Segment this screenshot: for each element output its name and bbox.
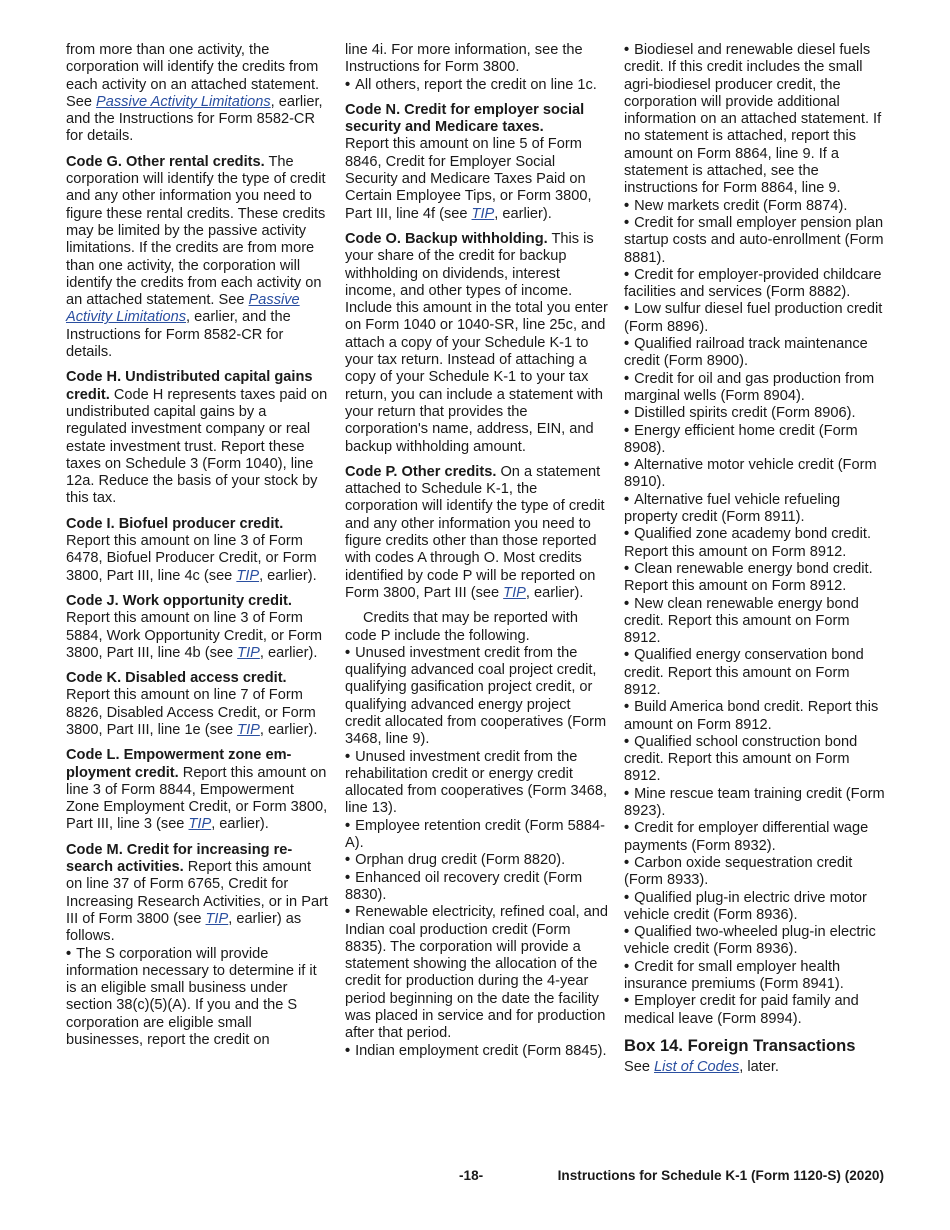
list-item: • Qualified plug-in electric drive motor vehicle credit (Form 8936). bbox=[624, 890, 890, 925]
tip-link[interactable]: TIP bbox=[205, 910, 229, 927]
tip-link[interactable]: TIP bbox=[236, 567, 260, 584]
list-of-codes-link[interactable]: List of Codes bbox=[654, 1058, 740, 1075]
list-item: • Qualified zone academy bond credit. Report this amount on Form 8912. bbox=[624, 526, 890, 561]
list-item: • Distilled spirits credit (Form 8906). bbox=[624, 405, 890, 422]
code-o-paragraph: Code O. Backup withholding. This is your share of the credit for backup withholding on dividends, interest income, and other types of income. Include this amount in the total you enter on Form 1040 or 1040-SR, line 25c, and attach a copy of your Schedule K-1 to your tax return. Instead of attaching a copy of your Schedule K-1 to your tax return, you can include a statement with your return that provides the corporation's name, address, EIN, and backup withholding amount. bbox=[345, 230, 608, 455]
list-item: • Unused investment credit from the qualifying advanced coal project credit, qualifying gasification project credit, or qualifying advanced energy project credit allocated from cooperatives (Form 3468, line 9). bbox=[345, 645, 609, 749]
list-item: • Biodiesel and renewable diesel fuels credit. If this credit includes the small agri-biodiesel producer credit, the corporation will provide additional information on an attached statement. If no statement is attached, report this amount on Form 8864, line 9. If a statement is attached, see the instructions for Form 8864, line 9. bbox=[624, 42, 890, 198]
tip-link[interactable]: TIP bbox=[503, 584, 526, 601]
list-item: • Energy efficient home credit (Form 8908). bbox=[624, 423, 890, 458]
tip-link[interactable]: TIP bbox=[188, 816, 212, 833]
code-o-heading: Code O. Backup withholding. bbox=[345, 230, 548, 247]
code-l-paragraph: Code L. Empowerment zone em-ployment credit. Report this amount on line 3 of Form 8844, Empowerment Zone Employment Credit, or Form 3800, Part III, line 3 (see TIP, earlier). bbox=[66, 747, 328, 833]
code-h-paragraph: Code H. Undistributed capital gains credit. Code H represents taxes paid on undistributed capital gains by a regulated investment company or real estate investment trust. Report these taxes on Schedule 3 (Form 1040), line 12a. Reduce the basis of your stock by this tax. bbox=[66, 369, 328, 507]
code-p-paragraph: Code P. Other credits. On a statement attached to Schedule K-1, the corporation will identify the type of credit and any other information you need to figure credits other than those reported with codes A through O. Most credits identified by code P will be reported on Form 3800, Part III (see TIP, earlier). bbox=[345, 463, 605, 601]
code-m-paragraph: Code M. Credit for increasing re-search activities. Report this amount on line 37 of Form 6765, Credit for Increasing Research Activities, or in Part III of Form 3800 (see TIP, earlier) as follows. bbox=[66, 841, 328, 945]
passive-activity-limitations-link[interactable]: Passive Activity Limitations bbox=[66, 292, 300, 326]
code-n-paragraph: Code N. Credit for employer social security and Medicare taxes. Report this amount on line 5 of Form 8846, Credit for Employer Social Security and Medicare Taxes Paid on Certain Employee Tips, or Form 3800, Part III, line 4f (see TIP, earlier). bbox=[345, 101, 592, 222]
list-item: • Employer credit for paid family and medical leave (Form 8994). bbox=[624, 993, 890, 1028]
tip-link[interactable]: TIP bbox=[471, 205, 495, 222]
box-14-heading: Box 14. Foreign Transactions bbox=[624, 1035, 856, 1055]
list-item: • Credit for employer differential wage payments (Form 8932). bbox=[624, 820, 890, 855]
list-item: • Qualified railroad track maintenance credit (Form 8900). bbox=[624, 336, 890, 371]
list-item: • Clean renewable energy bond credit. Report this amount on Form 8912. bbox=[624, 561, 890, 596]
code-m-heading: Code M. Credit for increasing re-search activities. bbox=[66, 841, 293, 876]
passive-activity-limitations-link[interactable]: Passive Activity Limitations bbox=[96, 93, 271, 110]
code-k-heading: Code K. Disabled access credit. bbox=[66, 670, 287, 687]
list-item: • New clean renewable energy bond credit. Report this amount on Form 8912. bbox=[624, 596, 890, 648]
tip-link[interactable]: TIP bbox=[237, 721, 260, 738]
list-item: • All others, report the credit on line 1c. bbox=[345, 77, 609, 94]
code-l-heading: Code L. Empowerment zone em-ployment credit. bbox=[66, 747, 292, 781]
page-number: -18- bbox=[459, 1168, 484, 1183]
list-item: • Mine rescue team training credit (Form 8923). bbox=[624, 786, 890, 821]
column-1 bbox=[66, 42, 328, 1049]
code-k-paragraph: Code K. Disabled access credit. Report this amount on line 7 of Form 8826, Disabled Access Credit, or Form 3800, Part III, line 1e (see TIP, earlier). bbox=[66, 670, 318, 738]
list-item: • Qualified school construction bond credit. Report this amount on Form 8912. bbox=[624, 734, 890, 786]
list-item: • Credit for employer-provided childcare facilities and services (Form 8882). bbox=[624, 267, 890, 302]
box-14-paragraph: See List of Codes, later. bbox=[624, 1058, 779, 1075]
list-item: • Credit for small employer health insurance premiums (Form 8941). bbox=[624, 959, 890, 994]
list-item: • Unused investment credit from the rehabilitation credit or energy credit allocated from cooperatives (Form 3468, line 13). bbox=[345, 749, 609, 818]
list-item: • Orphan drug credit (Form 8820). bbox=[345, 852, 609, 869]
list-item: • Renewable electricity, refined coal, and Indian coal production credit (Form 8835). The corporation will provide a statement showing the allocation of the credit for production during the 4-year period beginning on the date the facility was placed in service and for production after that period. bbox=[345, 904, 609, 1042]
code-i-heading: Code I. Biofuel producer credit. bbox=[66, 515, 284, 532]
list-item: • Low sulfur diesel fuel production credit (Form 8896). bbox=[624, 301, 890, 336]
paragraph-continued: from more than one activity, the corporation will identify the credits from each activity on an attached statement. See Passive Activity Limitations, earlier, and the Instructions for Form 8582-CR for details. bbox=[66, 42, 323, 145]
column-2 bbox=[345, 42, 609, 1060]
list-item: • Qualified two-wheeled plug-in electric vehicle credit (Form 8936). bbox=[624, 924, 890, 959]
list-item: • Qualified energy conservation bond credit. Report this amount on Form 8912. bbox=[624, 647, 890, 699]
list-item: • Employee retention credit (Form 5884-A). bbox=[345, 818, 609, 853]
code-i-paragraph: Code I. Biofuel producer credit. Report this amount on line 3 of Form 6478, Biofuel Producer Credit, or Form 3800, Part III, line 4c (see TIP, earlier). bbox=[66, 515, 317, 584]
code-j-paragraph: Code J. Work opportunity credit. Report this amount on line 3 of Form 5884, Work Opportunity Credit, or Form 3800, Part III, line 4b (see TIP, earlier). bbox=[66, 592, 323, 661]
list-item: • Indian employment credit (Form 8845). bbox=[345, 1043, 609, 1060]
page-footer bbox=[0, 1168, 950, 1188]
running-title: Instructions for Schedule K-1 (Form 1120-S) (2020) bbox=[557, 1168, 884, 1183]
list-item: • Alternative fuel vehicle refueling property credit (Form 8911). bbox=[624, 492, 890, 527]
list-item: • New markets credit (Form 8874). bbox=[624, 198, 890, 215]
code-p-heading: Code P. Other credits. bbox=[345, 463, 497, 480]
list-item: • Carbon oxide sequestration credit (Form 8933). bbox=[624, 855, 890, 890]
column-3 bbox=[624, 42, 890, 1084]
list-item: • Build America bond credit. Report this amount on Form 8912. bbox=[624, 699, 890, 734]
code-n-heading: Code N. Credit for employer social security and Medicare taxes. bbox=[345, 101, 585, 136]
list-item: • Alternative motor vehicle credit (Form 8910). bbox=[624, 457, 890, 492]
list-item: • Credit for oil and gas production from marginal wells (Form 8904). bbox=[624, 371, 890, 406]
list-item: • Credit for small employer pension plan startup costs and auto-enrollment (Form 8881). bbox=[624, 215, 890, 267]
code-p-intro: Credits that may be reported with code P include the following. bbox=[345, 610, 578, 644]
code-j-heading: Code J. Work opportunity credit. bbox=[66, 592, 292, 609]
list-item: • Enhanced oil recovery credit (Form 8830). bbox=[345, 870, 609, 905]
list-item: • The S corporation will provide information necessary to determine if it is an eligible small business under section 38(c)(5)(A). If you and the S corporation are eligible small businesses, report the credit on bbox=[66, 946, 328, 1050]
tip-link[interactable]: TIP bbox=[237, 644, 260, 661]
code-g-heading: Code G. Other rental credits. bbox=[66, 153, 265, 170]
paragraph-continued: line 4i. For more information, see the Instructions for Form 3800. bbox=[345, 42, 583, 76]
code-g-paragraph: Code G. Other rental credits. The corporation will identify the type of credit and any other information you need to figure these rental credits. These credits may be limited by the passive activity limitations. If the credits are from more than one activity, the corporation will identify the credits from each activity on an attached statement. See Passive Activity Limitations, earlier, and the Instructions for Form 8582-CR for details. bbox=[66, 153, 326, 361]
code-h-heading: Code H. Undistributed capital gains credit. bbox=[66, 369, 313, 403]
